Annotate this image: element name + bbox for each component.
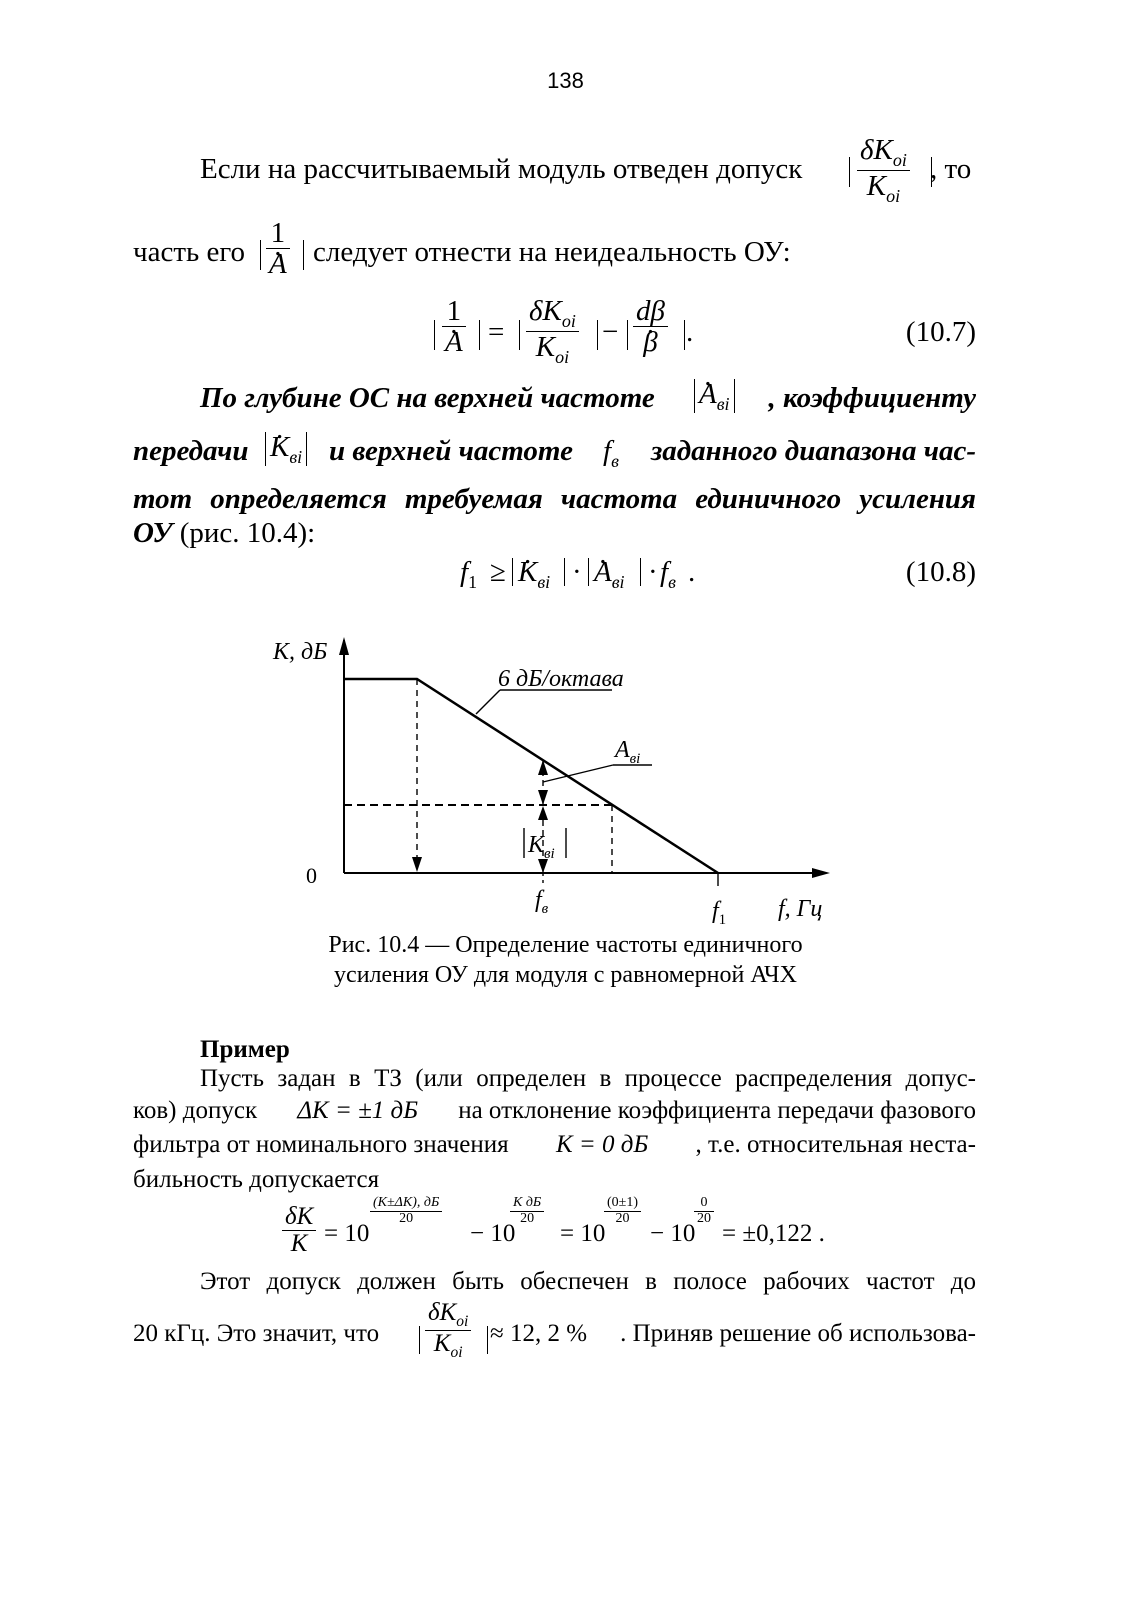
para1-line1: Если на рассчитываемый модуль отведен допуск $\delta K_{oi}$ $K_{oi}$ , то (200, 134, 972, 206)
example-line3: фильтра от номинального значения K = 0 дБ , т.е. относительная неста- (133, 1131, 976, 1158)
frac2-den: . A (269, 249, 287, 279)
y-axis-label: K, дБ (273, 639, 328, 665)
example-heading: Пример (200, 1036, 290, 1063)
equation-number-10-7: (10.7) (905, 316, 976, 348)
equation-10-8: $f_1$ ≥ . $K_{вi}$ · . $A_{вi}$ · $f_в$ . (10.8) (460, 556, 976, 596)
para1-line1-text: Если на рассчитываемый модуль отведен допуск (200, 153, 803, 185)
equation-10-7: 1 . A = $\delta K_{oi}$ $K_{oi}$ − dβ . β . (10.7) (430, 294, 976, 374)
f1-label: $f_1$ (712, 898, 727, 928)
A-arrow-down (538, 790, 548, 805)
frac-den: K (866, 169, 887, 202)
bold-para-line3: тот определяется требуемая частота единичного усиления (133, 483, 976, 515)
bold-para-line4: ОУ (рис. 10.4): (133, 517, 316, 549)
para1-line2-start: часть его (133, 236, 246, 268)
frac2-num: 1 (266, 218, 290, 249)
example-line5: Этот допуск должен быть обеспечен в полосе рабочих частот до (200, 1268, 976, 1295)
figure-caption-line2: усиления ОУ для модуля с равномерной АЧХ (334, 962, 797, 988)
equation-number-10-8: (10.8) (905, 556, 976, 588)
frac-num: δK (860, 134, 893, 166)
slope-label: 6 дБ/октава (498, 666, 624, 692)
K-arrow-up (538, 806, 548, 820)
slope-label-leader (476, 690, 500, 714)
fb-label: $f_в$ (535, 887, 549, 917)
x-axis-arrow (812, 868, 830, 878)
A-label: $A_{вi}$ (615, 737, 641, 767)
example-line4: бильность допускается (133, 1166, 380, 1193)
example-line6: 20 кГц. Это значит, что $\delta K_{oi}$ $K_{oi}$ ≈ 12, 2 % . Приняв решение об использова- (133, 1299, 976, 1362)
origin-label: 0 (306, 863, 317, 888)
para1-line2-end: следует отнести на неидеальность ОУ: (313, 236, 791, 268)
corner-arrow (412, 857, 422, 872)
page-number: 138 (547, 68, 584, 93)
x-axis-label: f, Гц (778, 896, 823, 922)
example-line2: ков) допуск ΔK = ±1 дБ на отклонение коэффициента передачи фазового (133, 1097, 976, 1124)
example-formula: $\frac{\delta K}{K}$ = 10 (K±ΔK), дБ 20 − 10 K дБ 20 = 10 $\frac{(0\pm 1)}{20}$ − 10 $\frac{0}{20}$ = ±0,122 . (282, 1198, 842, 1268)
y-axis-arrow (339, 637, 349, 655)
figure-caption-line1: Рис. 10.4 — Определение частоты единичного (328, 932, 803, 958)
K-label: $K_{вi}$ (528, 832, 555, 862)
example-line1: Пусть задан в ТЗ (или определен в процессе распределения допус- (200, 1065, 976, 1092)
para1-line1-end: , то (930, 153, 972, 185)
